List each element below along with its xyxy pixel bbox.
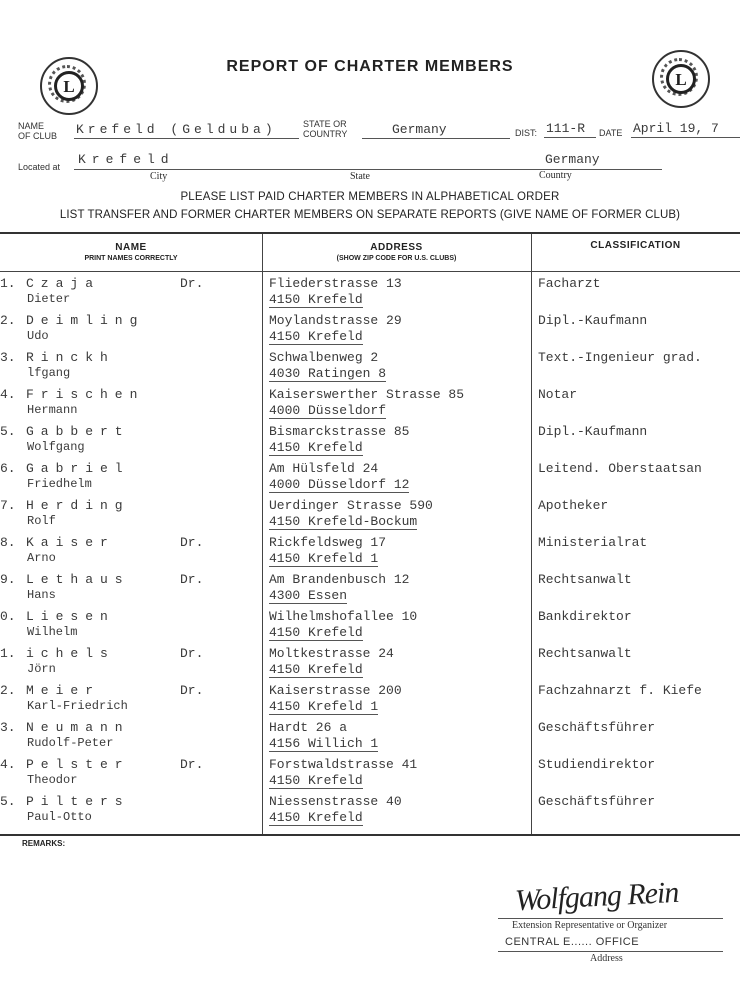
member-number: 5. [0,794,16,809]
date-label: DATE [599,128,623,138]
member-city: 4156 Willich 1 [269,736,379,751]
member-street: Moltkestrasse 24 [269,646,394,661]
member-number: 1. [0,276,16,291]
member-street: Schwalbenweg 2 [269,350,379,365]
signature: Wolfgang Rein [514,875,680,918]
classification-column-header: CLASSIFICATION [590,240,681,251]
member-city: 4000 Düsseldorf 12 [269,477,410,492]
member-surname: Meier [26,683,101,698]
member-street: Niessenstrasse 40 [269,794,402,809]
member-given-name: Jörn [27,662,56,676]
member-given-name: Wolfgang [27,440,85,454]
member-classification: Apotheker [538,498,609,513]
table-row [0,572,740,609]
member-classification: Fachzahnarzt f. Kiefe [538,683,702,698]
office-value: CENTRAL E...... OFFICE [505,936,640,948]
city-caption: City [150,171,168,182]
member-number: 3. [0,720,16,735]
table-row [0,387,740,424]
table-row [0,276,740,313]
member-surname: Pelster [26,757,130,772]
table-row [0,424,740,461]
member-number: 1. [0,646,16,661]
member-surname: Gabbert [26,424,130,439]
member-city: 4000 Düsseldorf [269,403,387,418]
table-row [0,646,740,683]
member-given-name: Wilhelm [27,625,78,639]
member-street: Fliederstrasse 13 [269,276,402,291]
member-number: 4. [0,387,16,402]
member-classification: Text.-Ingenieur grad. [538,350,702,365]
member-classification: Dipl.-Kaufmann [538,424,648,439]
table-row [0,350,740,387]
member-surname: ichels [26,646,115,661]
member-surname: Pilters [26,794,130,809]
table-row [0,683,740,720]
member-street: Kaiserswerther Strasse 85 [269,387,465,402]
member-surname: Neumann [26,720,130,735]
member-given-name: Karl-Friedrich [27,699,128,713]
member-given-name: Friedhelm [27,477,92,491]
country-value: Germany [392,122,447,137]
state-caption: State [350,171,370,182]
member-classification: Ministerialrat [538,535,648,550]
member-surname: Czaja [26,276,101,291]
member-surname: Kaiser [26,535,115,550]
member-given-name: Rudolf-Peter [27,736,114,750]
member-given-name: Hans [27,588,56,602]
dist-value: 111-R [546,121,586,136]
member-title: Dr. [180,646,204,661]
member-given-name: Hermann [27,403,78,417]
page-title: REPORT OF CHARTER MEMBERS [226,58,514,75]
member-city: 4150 Krefeld [269,440,363,455]
member-city: 4150 Krefeld [269,625,363,640]
table-row [0,794,740,831]
member-city: 4150 Krefeld [269,810,363,825]
date-value: April 19, 7 [633,121,719,136]
member-city: 4150 Krefeld 1 [269,699,379,714]
club-name-value: Krefeld (Gelduba) [76,122,277,137]
member-city: 4150 Krefeld 1 [269,551,379,566]
member-street: Forstwaldstrasse 41 [269,757,418,772]
member-city: 4150 Krefeld [269,662,363,677]
member-number: 0. [0,609,16,624]
member-surname: Frischen [26,387,145,402]
name-column-header: NAME PRINT NAMES CORRECTLY [84,242,178,262]
table-row [0,313,740,350]
table-row [0,720,740,757]
member-classification: Facharzt [538,276,601,291]
member-city: 4030 Ratingen 8 [269,366,387,381]
member-classification: Geschäftsführer [538,720,656,735]
member-number: 8. [0,535,16,550]
member-given-name: Rolf [27,514,56,528]
state-country-label: STATE OR COUNTRY [303,119,348,139]
member-number: 3. [0,350,16,365]
member-city: 4150 Krefeld [269,292,363,307]
member-title: Dr. [180,535,204,550]
located-country-value: Germany [545,152,600,167]
located-at-label: Located at [18,162,61,172]
member-street: Moylandstrasse 29 [269,313,402,328]
address-column-header: ADDRESS (SHOW ZIP CODE FOR U.S. CLUBS) [336,242,457,262]
member-given-name: Paul-Otto [27,810,92,824]
member-given-name: Dieter [27,292,71,306]
member-street: Am Hülsfeld 24 [269,461,379,476]
member-street: Kaiserstrasse 200 [269,683,402,698]
name-of-club-label: NAME OF CLUB [18,121,58,141]
member-number: 4. [0,757,16,772]
member-classification: Dipl.-Kaufmann [538,313,648,328]
signer-caption: Extension Representative or Organizer [512,920,668,931]
member-surname: Deimling [26,313,145,328]
member-surname: Liesen [26,609,115,624]
remarks-label: REMARKS: [22,839,66,848]
country-caption: Country [539,170,572,181]
member-given-name: Theodor [27,773,78,787]
instruction-line-1: PLEASE LIST PAID CHARTER MEMBERS IN ALPHABETICAL ORDER [180,191,560,203]
member-number: 6. [0,461,16,476]
table-row [0,757,740,794]
member-number: 2. [0,313,16,328]
member-number: 5. [0,424,16,439]
member-title: Dr. [180,757,204,772]
member-street: Uerdinger Strasse 590 [269,498,433,513]
lions-logo-left: L [40,57,98,115]
located-city-value: Krefeld [78,152,175,167]
member-street: Hardt 26 a [269,720,348,735]
member-street: Wilhelmshofallee 10 [269,609,418,624]
member-given-name: lfgang [27,366,71,380]
member-city: 4150 Krefeld-Bockum [269,514,418,529]
member-given-name: Arno [27,551,56,565]
member-given-name: Udo [27,329,49,343]
member-title: Dr. [180,572,204,587]
member-street: Rickfeldsweg 17 [269,535,387,550]
members-table [0,232,740,836]
instruction-line-2: LIST TRANSFER AND FORMER CHARTER MEMBERS ON SEPARATE REPORTS (GIVE NAME OF FORMER CLUB) [59,209,681,221]
dist-label: DIST: [515,128,538,138]
member-street: Am Brandenbusch 12 [269,572,410,587]
table-row [0,609,740,646]
member-title: Dr. [180,683,204,698]
member-classification: Rechtsanwalt [538,646,632,661]
member-classification: Studiendirektor [538,757,656,772]
member-city: 4150 Krefeld [269,773,363,788]
member-classification: Notar [538,387,578,402]
table-row [0,498,740,535]
member-number: 7. [0,498,16,513]
member-title: Dr. [180,276,204,291]
member-surname: Lethaus [26,572,130,587]
member-city: 4150 Krefeld [269,329,363,344]
member-city: 4300 Essen [269,588,348,603]
member-surname: Rinckh [26,350,115,365]
address-caption: Address [590,953,623,964]
member-classification: Leitend. Oberstaatsan [538,461,702,476]
member-classification: Bankdirektor [538,609,632,624]
member-number: 2. [0,683,16,698]
member-street: Bismarckstrasse 85 [269,424,410,439]
member-number: 9. [0,572,16,587]
member-classification: Rechtsanwalt [538,572,632,587]
member-classification: Geschäftsführer [538,794,656,809]
member-surname: Herding [26,498,130,513]
table-row [0,535,740,572]
member-surname: Gabriel [26,461,130,476]
lions-logo-right: L [652,50,710,108]
table-row [0,461,740,498]
